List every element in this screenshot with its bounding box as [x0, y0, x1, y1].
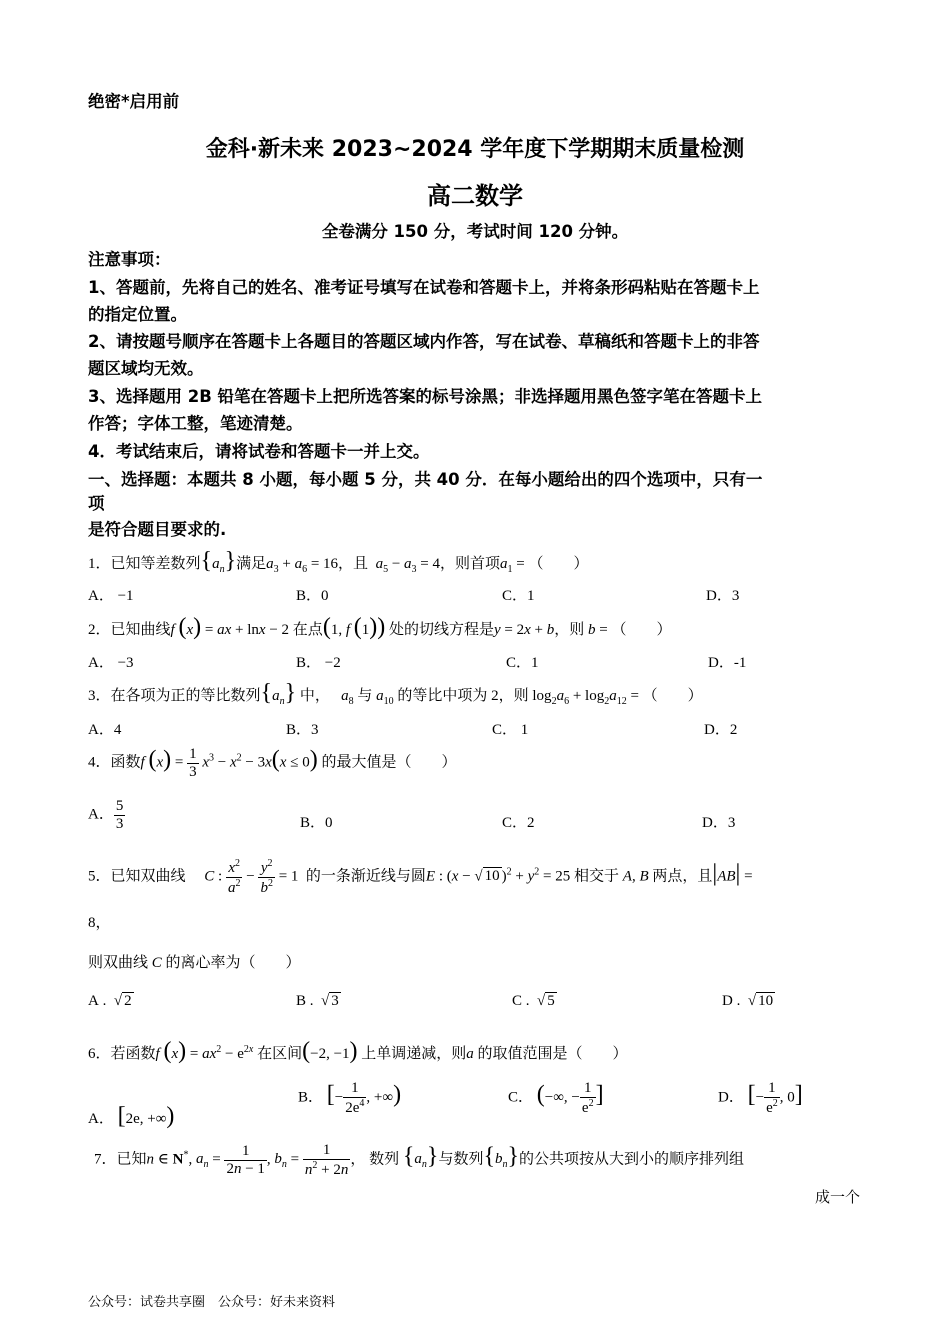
- notice-heading: 注意事项：: [88, 250, 171, 269]
- confidential-mark: 绝密*启用前: [88, 92, 180, 111]
- q4-option-c: C．2: [502, 815, 535, 831]
- question-4: 4．函数f (x) = $\frac{1}{3}$ $x^3 - x^2 - 3x(x \le 0)$ 的最大值是（ ）: [88, 746, 457, 780]
- q2-option-a: A． −3: [88, 655, 134, 671]
- q4-option-b: B．0: [300, 815, 333, 831]
- question-7-cont: 成一个: [815, 1190, 861, 1206]
- q3-option-c: C． 1: [492, 722, 529, 738]
- q4-option-a: A． $\frac{5}{3}$: [88, 798, 124, 832]
- question-3: 3．在各项为正的等比数列$\{a_n\}$ 中， $a_8$ 与 $a_{10}$ 的等比中项为 2，则 $\log_2a_6 + \log_2a_{12}$ = （ ）: [88, 680, 703, 707]
- notice-line: 作答；字体工整，笔迹清楚。: [88, 414, 303, 433]
- q6-option-d: D． [− $\frac{1}{e^2}$ , 0]: [718, 1080, 803, 1116]
- q6-option-a: A． [2e, +∞): [88, 1103, 175, 1129]
- q5-option-a: A . √ 2: [88, 993, 132, 1009]
- exam-title: 金科·新未来 2023~2024 学年度下学期期末质量检测: [205, 137, 745, 162]
- question-6: 6．若函数f $(x) = ax^2 - e^{2x}$ 在区间(−2, −1) 上单调递减，则a 的取值范围是（ ）: [88, 1038, 628, 1064]
- section-heading-cont: 项: [88, 494, 105, 513]
- notice-line: 1、答题前，先将自己的姓名、准考证号填写在试卷和答题卡上，并将条形码粘贴在答题卡上: [88, 278, 760, 297]
- notice-line: 2、请按题号顺序在答题卡上各题目的答题区域内作答，写在试卷、草稿纸和答题卡上的非答: [88, 332, 760, 351]
- notice-line: 题区域均无效。: [88, 359, 204, 378]
- q1-option-c: C．1: [502, 588, 535, 604]
- q1-option-d: D．3: [706, 588, 740, 604]
- question-5-cont: 则双曲线 C 的离心率为（ ）: [88, 955, 301, 971]
- q5-option-b: B . √ 3: [296, 993, 339, 1009]
- q3-option-d: D．2: [704, 722, 738, 738]
- notice-line: 4．考试结束后，请将试卷和答题卡一并上交。: [88, 442, 430, 461]
- q2-option-d: D．-1: [708, 655, 747, 671]
- q5-option-c: C . √ 5: [512, 993, 555, 1009]
- q5-option-d: D . √ 10: [722, 993, 774, 1009]
- section-heading: 一、选择题：本题共 8 小题，每小题 5 分，共 40 分．在每小题给出的四个选项中，只有一: [88, 470, 763, 489]
- q2-option-b: B． −2: [296, 655, 341, 671]
- q3-option-b: B．3: [286, 722, 319, 738]
- question-1: 1．已知等差数列$\{a_n\}$满足$a_3 + a_6 = 16$，且 $a_5 - a_3 = 4$，则首项$a_1$ = （ ）: [88, 548, 589, 575]
- q2-option-c: C．1: [506, 655, 539, 671]
- footer-note: 公众号：试卷共享圈 公众号：好未来资料: [88, 1295, 336, 1310]
- q6-option-c: C． (−∞, − $\frac{1}{e^2}$ ]: [508, 1080, 604, 1116]
- q3-option-a: A．4: [88, 722, 122, 738]
- question-2: 2．已知曲线f (x) = ax + lnx − 2 在点(1, f (1)) 处的切线方程是y = 2x + b，则 b = （ ）: [88, 614, 672, 640]
- exam-subject: 高二数学: [427, 182, 523, 210]
- question-7: 7．已知n ∈ N*, $a_n$ = $\frac{1}{2n - 1}$ , $b_n$ = $\frac{1}{n^2 + 2n}$ ， 数列 $\{a_n\}$与数列$\{b_n\}$的公共项按从大到小的顺序排列组: [94, 1142, 745, 1178]
- notice-line: 的指定位置。: [88, 305, 187, 324]
- q4-option-d: D．3: [702, 815, 736, 831]
- q1-option-b: B．0: [296, 588, 329, 604]
- notice-line: 3、选择题用 2B 铅笔在答题卡上把所选答案的标号涂黑；非选择题用黑色签字笔在答题卡上: [88, 387, 763, 406]
- q1-option-a: A． −1: [88, 588, 134, 604]
- section-heading-cont: 是符合题目要求的.: [88, 520, 227, 539]
- question-5-cont: 8，: [88, 915, 111, 931]
- exam-info: 全卷满分 150 分，考试时间 120 分钟。: [321, 222, 629, 241]
- q6-option-b: B． [− $\frac{1}{2e^4}$ , +∞): [298, 1080, 402, 1116]
- question-5: 5．已知双曲线 C : $\frac{x^2}{a^2}$ − $\frac{y^2}{b^2}$ = 1 的一条渐近线与圆E : (x − √ 10 )$^2 + y^2 = 25$ 相交于 A, B 两点，且|AB| =: [88, 858, 753, 896]
